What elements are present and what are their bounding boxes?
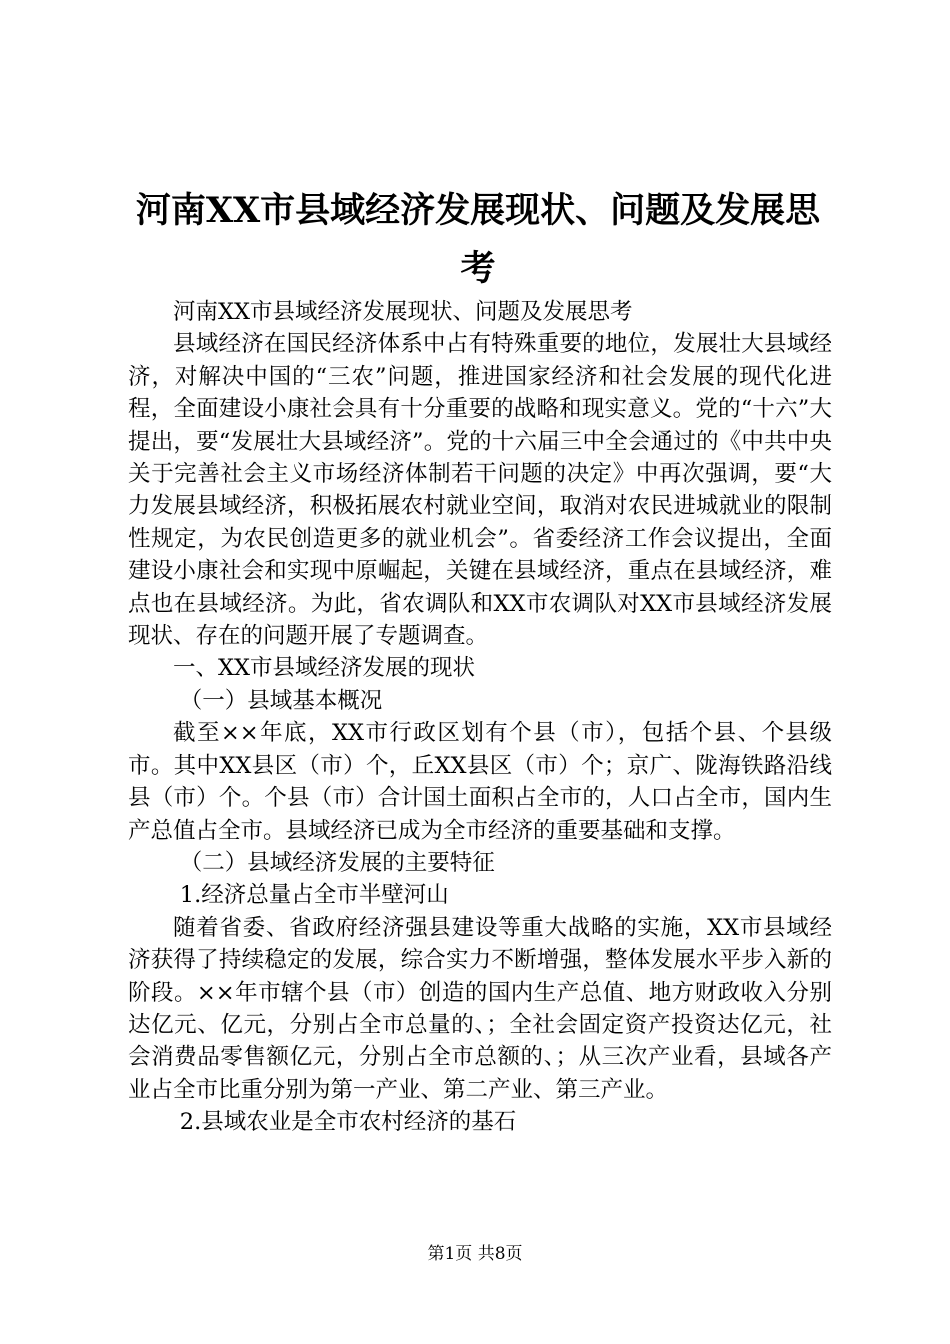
overview-paragraph: 截至××年底，XX市行政区划有个县（市），包括个县、个县级市。其中XX县区（市）个，丘XX县区（市）个；京广、陇海铁路沿线县（市）个。个县（市）合计国土面积占全市的，人口占全市，国内生产总值占全市。县域经济已成为全市经济的重要基础和支撑。 (128, 720, 832, 844)
section-heading-1: 一、XX市县域经济发展的现状 (173, 655, 476, 682)
item-heading-1: 1.经济总量占全市半壁河山 (179, 882, 449, 909)
subsection-heading-1-2: （二）县域经济发展的主要特征 (179, 849, 495, 876)
subsection-heading-1-1: （一）县域基本概况 (179, 687, 383, 714)
repeated-title-line: 河南XX市县域经济发展现状、问题及发展思考 (173, 299, 633, 325)
page-footer: 第1页 共8页 (427, 1244, 523, 1264)
document-body (128, 296, 832, 1139)
document-title: 河南XX市县域经济发展现状、问题及发展思考 (135, 190, 821, 289)
economy-paragraph: 随着省委、省政府经济强县建设等重大战略的实施，XX市县域经济获得了持续稳定的发展，综合实力不断增强，整体发展水平步入新的阶段。××年市辖个县（市）创造的国内生产总值、地方财政收入分别达亿元、亿元，分别占全市总量的、；全社会固定资产投资达亿元，社会消费品零售额亿元，分别占全市总额的、；从三次产业看，县域各产业占全市比重分别为第一产业、第二产业、第三产业。 (128, 914, 832, 1103)
intro-paragraph: 县域经济在国民经济体系中占有特殊重要的地位，发展壮大县域经济，对解决中国的“三农”问题，推进国家经济和社会发展的现代化进程，全面建设小康社会具有十分重要的战略和现实意义。党的“十六”大提出，要“发展壮大县域经济”。党的十六届三中全会通过的《中共中央关于完善社会主义市场经济体制若干问题的决定》中再次强调，要“大力发展县域经济，积极拓展农村就业空间，取消对农民进城就业的限制性规定，为农民创造更多的就业机会”。省委经济工作会议提出，全面建设小康社会和实现中原崛起，关键在县域经济，重点在县域经济，难点也在县域经济。为此，省农调队和XX市农调队对XX市县域经济发展现状、存在的问题开展了专题调查。 (128, 331, 832, 650)
item-heading-2: 2.县域农业是全市农村经济的基石 (179, 1109, 517, 1136)
